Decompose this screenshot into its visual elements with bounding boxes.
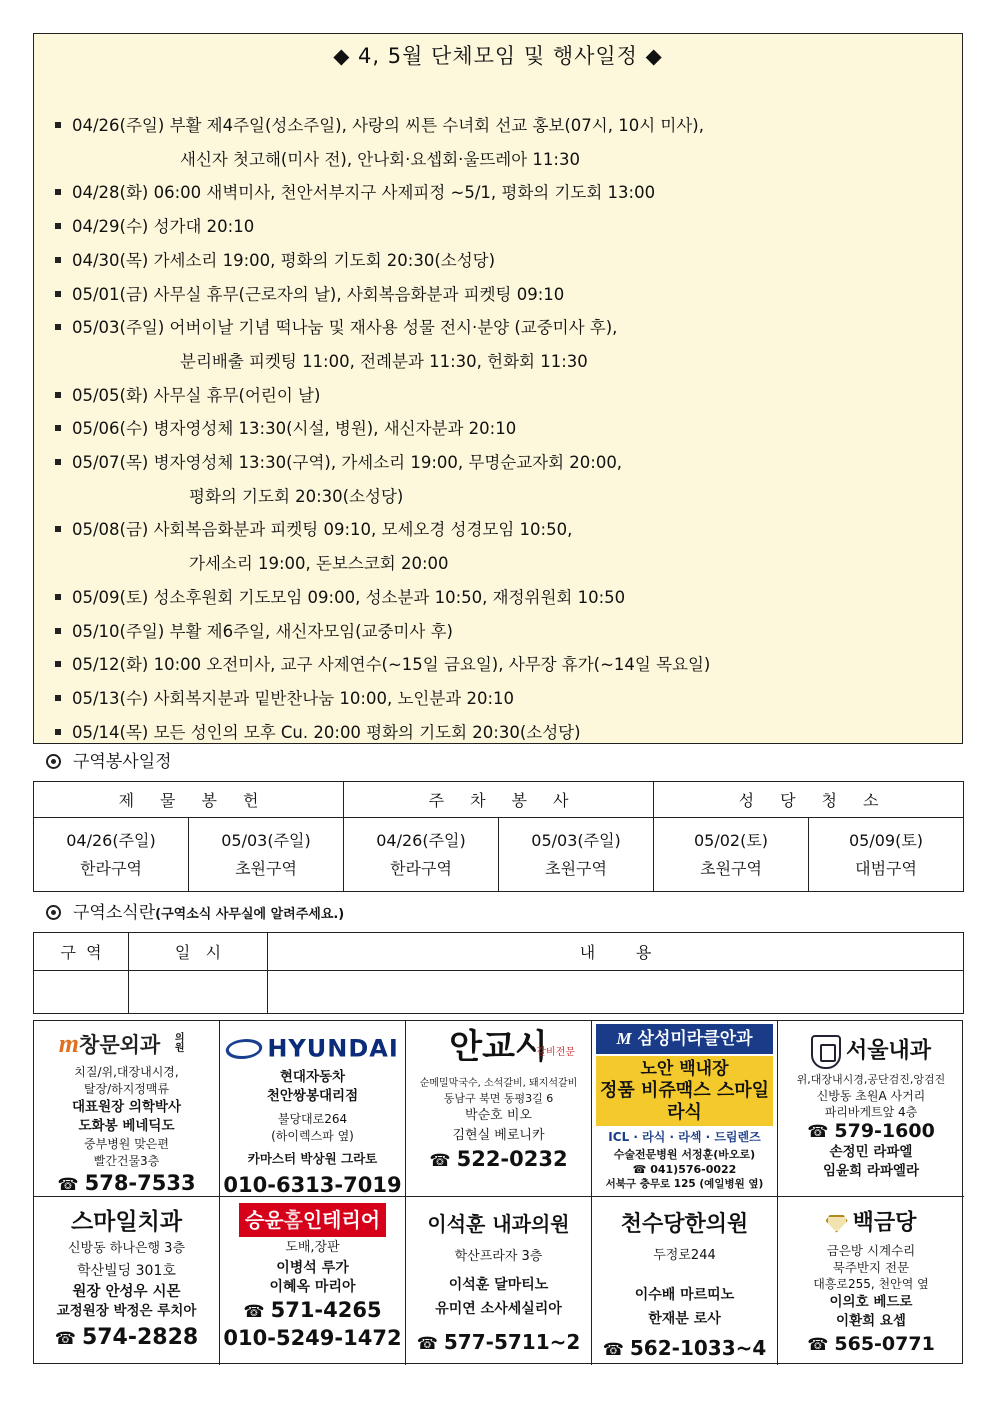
schedule-item: 05/14(목) 모든 성인의 모후 Cu. 20:00 평화의 기도회 20:30(소성당) bbox=[52, 716, 952, 750]
phone-icon: ☎ bbox=[807, 1334, 829, 1355]
ad-seoul-internal: 서울내과 위,대장내시경,공단검진,앙검진 신방동 초원A 사거리 파리바게트앞 4층 ☎ 579-1600 손정민 라파엘 임윤희 라파엘라 bbox=[778, 1021, 964, 1197]
bullet-square-icon bbox=[55, 695, 61, 701]
schedule-item: 05/03(주일) 어버이날 기념 떡나눔 및 재사용 성물 전시·분양 (교중미사 후), bbox=[52, 311, 952, 345]
bullet-circle-icon bbox=[46, 754, 61, 769]
schedule-item: 05/13(수) 사회복지분과 밑반찬나눔 10:00, 노인분과 20:10 bbox=[52, 682, 952, 716]
bullet-square-icon bbox=[55, 661, 61, 667]
bullet-circle-icon bbox=[46, 905, 61, 920]
news-cell bbox=[129, 971, 268, 1014]
bullet-square-icon bbox=[55, 392, 61, 398]
phone-icon: ☎ bbox=[429, 1151, 451, 1171]
service-cell: 05/03(주일) 초원구역 bbox=[499, 818, 654, 892]
schedule-item: 04/28(화) 06:00 새벽미사, 천안서부지구 사제피정 ~5/1, 평화의 기도회 13:00 bbox=[52, 176, 952, 210]
diamond-icon bbox=[826, 1215, 848, 1233]
ad-seungyun-interior: 승윤홈인테리어 도배,장판 이병석 루가 이혜옥 마리아 ☎ 571-4265 010-5249-1472 bbox=[220, 1197, 406, 1365]
bullet-square-icon bbox=[55, 291, 61, 297]
ad-baekgeumdang-jewelry: 백금당 금은방 시계수리 묵주반지 전문 대흥로255, 천안역 옆 이의호 베드로 이환희 요셉 ☎ 565-0771 bbox=[807, 1210, 935, 1355]
clinic-logo-icon: m bbox=[58, 1029, 80, 1058]
service-group-cleaning: 성당청소 bbox=[654, 782, 964, 818]
news-header-content: 내 용 bbox=[268, 933, 964, 971]
service-cell: 04/26(주일) 한라구역 bbox=[34, 818, 189, 892]
ad-cheonsudang-oriental: 천수당한의원 두정로244 이수배 마르띠노 한재분 로사 ☎ 562-1033~4 bbox=[592, 1197, 778, 1365]
schedule-item: 04/26(주일) 부활 제4주일(성소주일), 사랑의 씨튼 수녀회 선교 홍보(07시, 10시 미사), bbox=[52, 109, 952, 143]
bullet-square-icon bbox=[55, 594, 61, 600]
ads-grid bbox=[33, 1020, 963, 1364]
news-cell bbox=[268, 971, 964, 1014]
schedule-item-continuation: 새신자 첫고해(미사 전), 안나회·요셉회·울뜨레아 11:30 bbox=[180, 149, 580, 169]
service-group-parking: 주차봉사 bbox=[344, 782, 654, 818]
bullet-square-icon bbox=[55, 324, 61, 330]
service-cell: 05/02(토) 초원구역 bbox=[654, 818, 809, 892]
ad-hyundai-dealer: HYUNDAI 현대자동차 천안쌍봉대리점 불당대로264 (하이렉스파 옆) 카마스터 박상원 그라토 010-6313-7019 bbox=[220, 1021, 406, 1197]
phone-icon: ☎ bbox=[632, 1163, 647, 1176]
phone-icon: ☎ bbox=[54, 1329, 76, 1349]
bullet-square-icon bbox=[55, 425, 61, 431]
ad-angyosi-restaurant: 안교시 갈비전문 순메밀막국수, 소석갈비, 돼지석갈비 동남구 북면 동평3길 6 박순호 비오 김현실 베로니카 ☎ 522-0232 bbox=[406, 1021, 592, 1197]
schedule-item: 04/29(수) 성가대 20:10 bbox=[52, 210, 952, 244]
schedule-item: 05/06(수) 병자영성체 13:30(시설, 병원), 새신자분과 20:10 bbox=[52, 412, 952, 446]
bullet-square-icon bbox=[55, 526, 61, 532]
schedule-item: 04/30(목) 가세소리 19:00, 평화의 기도회 20:30(소성당) bbox=[52, 244, 952, 278]
ad-changmun-clinic: m창문외과 의원 치질/위,대장내시경, 탈장/하지정맥류 대표원장 의학박사 도화봉 베네딕도 중부병원 맞은편 빨간건물3층 ☎ 578-7533 bbox=[34, 1021, 220, 1197]
bullet-square-icon bbox=[55, 628, 61, 634]
bullet-square-icon bbox=[55, 459, 61, 465]
service-cell: 05/09(토) 대범구역 bbox=[809, 818, 964, 892]
news-header-zone: 구 역 bbox=[34, 933, 129, 971]
ad-leeseokhoon-clinic: 이석훈 내과의원 학산프라자 3층 이석훈 달마티노 유미연 소사세실리아 ☎ 577-5711~2 bbox=[406, 1197, 592, 1365]
bullet-square-icon bbox=[55, 223, 61, 229]
schedule-item: 05/12(화) 10:00 오전미사, 교구 사제연수(~15일 금요일), 사무장 휴가(~14일 목요일) bbox=[52, 648, 952, 682]
schedule-item: 05/07(목) 병자영성체 13:30(구역), 가세소리 19:00, 무명순교자회 20:00, bbox=[52, 446, 952, 480]
service-group-offering: 제물봉헌 bbox=[34, 782, 344, 818]
schedule-item: 05/09(토) 성소후원회 기도모임 09:00, 성소분과 10:50, 재정위원회 10:50 bbox=[52, 581, 952, 615]
schedule-item-continuation: 평화의 기도회 20:30(소성당) bbox=[189, 486, 404, 506]
bullet-square-icon bbox=[55, 729, 61, 735]
schedule-item: 05/05(화) 사무실 휴무(어린이 날) bbox=[52, 379, 952, 413]
schedule-title: ◆ 4, 5월 단체모임 및 행사일정 ◆ bbox=[333, 44, 663, 68]
news-cell bbox=[34, 971, 129, 1014]
bullet-square-icon bbox=[55, 122, 61, 128]
service-cell: 04/26(주일) 한라구역 bbox=[344, 818, 499, 892]
schedule-box bbox=[33, 33, 963, 744]
service-heading: 구역봉사일정 bbox=[46, 750, 172, 774]
service-table bbox=[33, 781, 964, 892]
schedule-item: 05/10(주일) 부활 제6주일, 새신자모임(교중미사 후) bbox=[52, 615, 952, 649]
schedule-item: 05/08(금) 사회복음화분과 피켓팅 09:10, 모세오경 성경모임 10:50, bbox=[52, 513, 952, 547]
interior-logo: 승윤홈인테리어 bbox=[239, 1203, 386, 1237]
schedule-item-continuation: 분리배출 피켓팅 11:00, 전례분과 11:30, 헌화회 11:30 bbox=[180, 351, 588, 371]
phone-icon: ☎ bbox=[416, 1334, 438, 1354]
schedule-item: 05/01(금) 사무실 휴무(근로자의 날), 사회복음화분과 피켓팅 09:10 bbox=[52, 278, 952, 312]
news-heading: 구역소식란(구역소식 사무실에 알려주세요.) bbox=[46, 901, 344, 927]
schedule-list bbox=[52, 109, 952, 749]
phone-icon: ☎ bbox=[57, 1175, 79, 1195]
service-cell: 05/03(주일) 초원구역 bbox=[189, 818, 344, 892]
news-table bbox=[33, 932, 964, 1014]
bullet-square-icon bbox=[55, 257, 61, 263]
phone-icon: ☎ bbox=[807, 1121, 829, 1142]
schedule-item-continuation: 가세소리 19:00, 돈보스코회 20:00 bbox=[189, 554, 449, 574]
news-header-date: 일 시 bbox=[129, 933, 268, 971]
ad-samsung-miracle-eye: M 삼성미라클안과 노안 백내장 정품 비쥬맥스 스마일라식 ICL · 라식 · 라섹 · 드림렌즈 수술전문병원 서정훈(바오로) ☎ 041)576-0022 서북구 충무로 125 (예일병원 옆) bbox=[592, 1021, 778, 1197]
hyundai-logo-icon bbox=[224, 1039, 265, 1059]
bullet-square-icon bbox=[55, 189, 61, 195]
phone-icon: ☎ bbox=[243, 1302, 265, 1322]
ad-smile-dental: 스마일치과 신방동 하나은행 3층 학산빌딩 301호 원장 안성우 시몬 교정원장 박정은 루치아 ☎ 574-2828 bbox=[34, 1197, 220, 1365]
phone-icon: ☎ bbox=[602, 1340, 624, 1360]
university-emblem-icon bbox=[811, 1035, 841, 1069]
